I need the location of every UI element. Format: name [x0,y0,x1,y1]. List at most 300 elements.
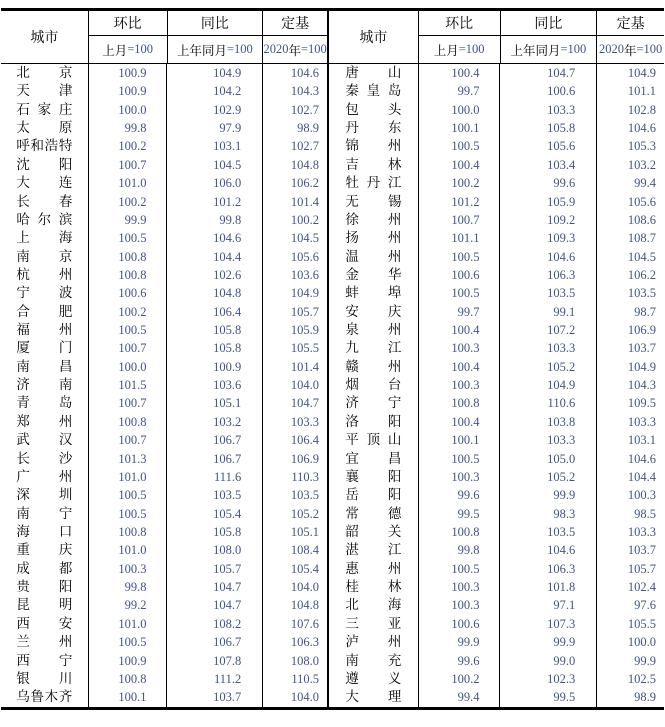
base-cell: 103.5 [263,486,329,504]
city-cell [329,523,419,541]
table-row [1,633,664,651]
base-cell: 104.3 [263,82,329,100]
base-cell: 108.7 [627,231,656,246]
base-cell: 105.5 [627,616,656,631]
city-name: 西 宁 [16,652,73,668]
yoy-cell: 103.5 [500,523,597,541]
header-sub-segment: =100 [226,42,253,56]
mom-cell: 101.3 [89,450,168,468]
city-cell [329,174,419,192]
mom-cell: 100.2 [89,303,168,321]
mom-cell: 100.7 [89,394,168,412]
mom-cell: 100.0 [89,358,168,376]
mom-cell: 100.2 [419,174,501,192]
base-cell: 104.9 [263,284,329,302]
city-name: 贵 阳 [16,579,73,595]
city-cell [329,450,419,468]
mom-cell: 99.8 [419,541,501,559]
yoy-cell: 103.3 [500,101,597,119]
base-cell: 105.6 [263,248,329,266]
city-cell [329,431,419,449]
base-cell: 103.6 [263,266,329,284]
base-cell: 104.0 [263,688,329,706]
base-cell: 99.4 [634,176,656,191]
city-cell [1,394,89,412]
city-name: 海 口 [16,523,73,539]
col-header-yoy-top: 同比 [501,11,597,36]
city-cell [329,266,419,284]
table-row [1,413,664,431]
table-row [1,468,664,486]
col-header-base-sub [263,36,327,63]
city-name: 太 原 [16,120,73,136]
city-name: 南 昌 [16,358,73,374]
yoy-cell: 109.2 [500,211,597,229]
city-cell [1,505,89,523]
mom-cell: 99.6 [419,486,501,504]
price-index-table [1,8,664,710]
base-cell: 101.1 [627,84,656,99]
base-cell: 104.5 [627,249,656,264]
yoy-cell: 99.0 [500,652,597,670]
mom-cell: 100.3 [419,468,501,486]
city-cell [1,486,89,504]
city-name: 无 锡 [345,193,402,209]
mom-cell: 101.5 [89,376,168,394]
city-name: 济 宁 [345,395,402,411]
base-cell: 104.0 [263,578,329,596]
yoy-cell: 106.0 [167,174,263,192]
city-cell [1,64,89,82]
mom-cell: 99.7 [419,303,501,321]
yoy-cell: 104.6 [167,229,263,247]
mom-cell: 99.9 [419,633,501,651]
city-cell [1,193,89,211]
yoy-cell: 108.0 [167,541,263,559]
city-cell [329,303,419,321]
city-cell [329,101,419,119]
yoy-cell: 104.9 [167,64,263,82]
mom-cell: 100.3 [89,560,168,578]
city-cell [329,64,419,82]
mom-cell: 100.8 [419,394,501,412]
table-row [1,211,664,229]
mom-cell: 101.0 [89,615,168,633]
city-name: 呼 和 浩 特 [16,138,73,154]
city-cell [329,578,419,596]
base-cell: 103.3 [263,413,329,431]
table-row [1,652,664,670]
mom-cell: 99.8 [89,119,168,137]
table-row [1,560,664,578]
base-cell: 106.4 [263,431,329,449]
city-name: 遵 义 [345,670,402,686]
city-cell [1,174,89,192]
mom-cell: 100.5 [419,284,501,302]
city-cell [329,688,419,706]
table-row [1,505,664,523]
city-cell [1,303,89,321]
yoy-cell: 102.6 [167,266,263,284]
city-cell [329,615,419,633]
city-cell [329,137,419,155]
base-cell: 105.9 [263,321,329,339]
mom-cell: 100.1 [89,688,168,706]
table-row [1,339,664,357]
yoy-cell: 97.9 [167,119,263,137]
city-name: 长 春 [16,193,73,209]
table-row [1,450,664,468]
city-name: 兰 州 [16,634,73,650]
yoy-cell: 102.3 [500,670,597,688]
base-cell: 105.7 [627,561,656,576]
mom-cell: 100.5 [89,633,168,651]
yoy-cell: 105.0 [500,450,597,468]
table-row [1,229,664,247]
mom-cell: 100.4 [419,64,501,82]
col-header-yoy-top: 同比 [168,11,263,36]
base-cell: 108.4 [263,541,329,559]
yoy-cell: 103.7 [167,688,263,706]
table-row [1,358,664,376]
city-name: 包 头 [345,101,402,117]
yoy-cell: 111.6 [167,468,263,486]
city-cell [329,339,419,357]
yoy-cell: 104.2 [167,82,263,100]
mom-cell: 100.5 [89,321,168,339]
yoy-cell: 104.6 [500,541,597,559]
city-cell [1,82,89,100]
base-cell: 107.6 [263,615,329,633]
yoy-cell: 105.4 [167,505,263,523]
city-name: 扬 州 [345,230,402,246]
mom-cell: 100.9 [89,82,168,100]
mom-cell: 100.4 [419,358,501,376]
table-row [1,376,664,394]
base-cell: 103.5 [627,286,656,301]
city-name: 襄 阳 [345,468,402,484]
base-cell: 100.0 [627,635,656,650]
city-cell [329,82,419,100]
header-sub-segment: 2020 [263,42,289,56]
base-cell: 104.3 [627,378,656,393]
city-cell [329,376,419,394]
col-header-mom-sub [419,36,500,63]
mom-cell: 101.1 [419,229,501,247]
city-cell [1,413,89,431]
city-cell [1,229,89,247]
mom-cell: 100.6 [419,615,501,633]
table-row [1,266,664,284]
header-sub-segment: =100 [127,42,154,56]
city-cell [329,596,419,614]
mom-cell: 100.3 [419,596,501,614]
col-header-base-top: 定基 [263,11,327,36]
yoy-cell: 104.4 [167,248,263,266]
col-header-mom-top: 环比 [419,11,500,36]
city-cell [1,541,89,559]
city-cell [329,633,419,651]
city-name: 天 津 [16,83,73,99]
city-name: 南 宁 [16,505,73,521]
mom-cell: 100.7 [89,156,168,174]
mom-cell: 100.3 [419,339,501,357]
mom-cell: 100.5 [419,450,501,468]
yoy-cell: 107.8 [167,652,263,670]
city-name: 福 州 [16,322,73,338]
table-row [1,596,664,614]
yoy-cell: 100.6 [500,82,597,100]
mom-cell: 100.5 [419,560,501,578]
city-name: 武 汉 [16,432,73,448]
city-name: 赣 州 [345,358,402,374]
header-sub-segment: 上月 [102,43,128,58]
city-name: 石 家 庄 [16,101,73,117]
table-row [1,101,664,119]
base-cell: 106.2 [627,267,656,282]
yoy-cell: 104.9 [500,376,597,394]
base-cell: 100.3 [627,488,656,503]
table-row [1,119,664,137]
table-header [1,11,664,64]
col-header-base-sub [597,36,664,63]
yoy-cell: 111.2 [167,670,263,688]
mom-cell: 100.4 [419,156,501,174]
base-cell: 104.8 [263,596,329,614]
city-cell [329,560,419,578]
base-cell: 103.3 [627,414,656,429]
header-sub-segment: =100 [560,42,587,56]
table-body [1,64,664,707]
yoy-cell: 105.8 [167,321,263,339]
yoy-cell: 99.5 [500,688,597,706]
yoy-cell: 103.8 [500,413,597,431]
mom-cell: 100.8 [89,413,168,431]
base-cell: 104.6 [627,451,656,466]
base-cell: 104.6 [263,64,329,82]
city-name: 蚌 埠 [345,285,402,301]
base-cell: 102.7 [263,101,329,119]
base-cell: 103.2 [627,157,656,172]
city-cell [329,211,419,229]
table-row [1,486,664,504]
base-cell: 99.9 [634,653,656,668]
city-name: 泸 州 [345,634,402,650]
base-cell: 105.5 [263,339,329,357]
base-cell: 98.9 [634,690,656,705]
yoy-cell: 98.3 [500,505,597,523]
base-cell: 106.3 [263,633,329,651]
mom-cell: 100.8 [89,670,168,688]
city-cell [329,541,419,559]
city-name: 常 德 [345,505,402,521]
table-row [1,431,664,449]
mom-cell: 100.1 [419,431,501,449]
yoy-cell: 105.9 [500,193,597,211]
col-header-city-right: 城市 [329,11,419,63]
col-header-base-right [597,11,664,63]
yoy-cell: 105.2 [500,358,597,376]
mom-cell: 100.8 [419,523,501,541]
yoy-cell: 99.9 [500,486,597,504]
city-name: 徐 州 [345,211,402,227]
city-name: 西 安 [16,615,73,631]
table-row [1,137,664,155]
yoy-cell: 103.5 [500,284,597,302]
mom-cell: 100.6 [89,284,168,302]
table-row [1,248,664,266]
city-name: 南 京 [16,248,73,264]
city-name: 深 圳 [16,487,73,503]
table-row [1,64,664,82]
yoy-cell: 106.4 [167,303,263,321]
city-cell [1,321,89,339]
yoy-cell: 106.7 [167,450,263,468]
city-cell [329,193,419,211]
mom-cell: 100.5 [419,137,501,155]
base-cell: 108.6 [627,212,656,227]
yoy-cell: 106.7 [167,431,263,449]
city-name: 泉 州 [345,322,402,338]
base-cell: 105.2 [263,505,329,523]
city-cell [1,266,89,284]
mom-cell: 101.0 [89,541,168,559]
base-cell: 98.7 [634,304,656,319]
mom-cell: 100.7 [419,211,501,229]
yoy-cell: 105.6 [500,137,597,155]
yoy-cell: 103.4 [500,156,597,174]
city-name: 安 庆 [345,303,402,319]
city-name: 北 海 [345,597,402,613]
yoy-cell: 97.1 [500,596,597,614]
base-cell: 104.0 [263,376,329,394]
city-name: 牡 丹 江 [345,175,402,191]
mom-cell: 100.3 [419,578,501,596]
yoy-cell: 99.6 [500,174,597,192]
city-cell [1,376,89,394]
col-header-city-left: 城市 [1,11,89,63]
yoy-cell: 107.3 [500,615,597,633]
city-name: 重 庆 [16,542,73,558]
city-cell [329,284,419,302]
yoy-cell: 100.9 [167,358,263,376]
table-row [1,688,664,706]
yoy-cell: 104.5 [167,156,263,174]
city-name: 乌 鲁 木 齐 [16,689,73,705]
city-name: 惠 州 [345,560,402,576]
header-sub-segment: =100 [636,42,663,56]
base-cell: 104.9 [627,66,656,80]
mom-cell: 101.2 [419,193,501,211]
yoy-cell: 104.6 [500,248,597,266]
mom-cell: 100.5 [89,486,168,504]
city-cell [1,578,89,596]
city-name: 郑 州 [16,413,73,429]
col-header-mom-left [89,11,168,63]
base-cell: 98.5 [634,506,656,521]
mom-cell: 100.2 [89,137,168,155]
base-cell: 103.7 [627,543,656,558]
city-name: 合 肥 [16,303,73,319]
header-sub-segment: 上年同月 [176,43,227,58]
mom-cell: 100.8 [89,523,168,541]
base-cell: 106.9 [627,323,656,338]
city-name: 桂 林 [345,579,402,595]
city-name: 青 岛 [16,395,73,411]
yoy-cell: 103.3 [500,431,597,449]
city-cell [329,652,419,670]
city-cell [329,670,419,688]
city-cell [1,358,89,376]
city-name: 洛 阳 [345,413,402,429]
base-cell: 110.3 [263,468,329,486]
city-cell [1,450,89,468]
base-cell: 102.8 [627,102,656,117]
city-cell [1,523,89,541]
city-cell [1,156,89,174]
header-sub-segment: 上月 [433,43,459,58]
yoy-cell: 104.8 [167,284,263,302]
yoy-cell: 110.6 [500,394,597,412]
table-row [1,174,664,192]
base-cell: 104.5 [263,229,329,247]
yoy-cell: 101.8 [500,578,597,596]
header-sub-segment: =100 [300,42,327,56]
header-sub-segment: 2020 [598,42,624,56]
city-name: 北 京 [16,65,73,80]
base-cell: 103.7 [627,341,656,356]
city-name: 长 沙 [16,450,73,466]
base-cell: 110.5 [263,670,329,688]
yoy-cell: 104.7 [167,596,263,614]
yoy-cell: 105.1 [167,394,263,412]
mom-cell: 100.4 [419,413,501,431]
city-cell [1,211,89,229]
mom-cell: 99.5 [419,505,501,523]
table-row [1,82,664,100]
city-cell [1,137,89,155]
mom-cell: 100.9 [89,652,168,670]
col-header-mom-sub [89,36,167,63]
city-name: 杭 州 [16,266,73,282]
city-cell [1,468,89,486]
city-cell [1,248,89,266]
city-name: 锦 州 [345,138,402,154]
base-cell: 106.2 [263,174,329,192]
yoy-cell: 103.6 [167,376,263,394]
city-cell [329,358,419,376]
mom-cell: 100.0 [89,101,168,119]
city-name: 丹 东 [345,120,402,136]
city-cell [329,229,419,247]
yoy-cell: 103.1 [167,137,263,155]
city-name: 大 理 [345,689,402,705]
base-cell: 102.4 [627,580,656,595]
city-name: 大 连 [16,175,73,191]
city-name: 沈 阳 [16,156,73,172]
city-name: 湛 江 [345,542,402,558]
city-cell [329,486,419,504]
mom-cell: 100.8 [89,266,168,284]
base-cell: 101.4 [263,193,329,211]
city-name: 温 州 [345,248,402,264]
table-row [1,578,664,596]
base-cell: 104.8 [263,156,329,174]
base-cell: 105.1 [263,523,329,541]
mom-cell: 99.6 [419,652,501,670]
mom-cell: 99.7 [419,82,501,100]
table-row [1,193,664,211]
